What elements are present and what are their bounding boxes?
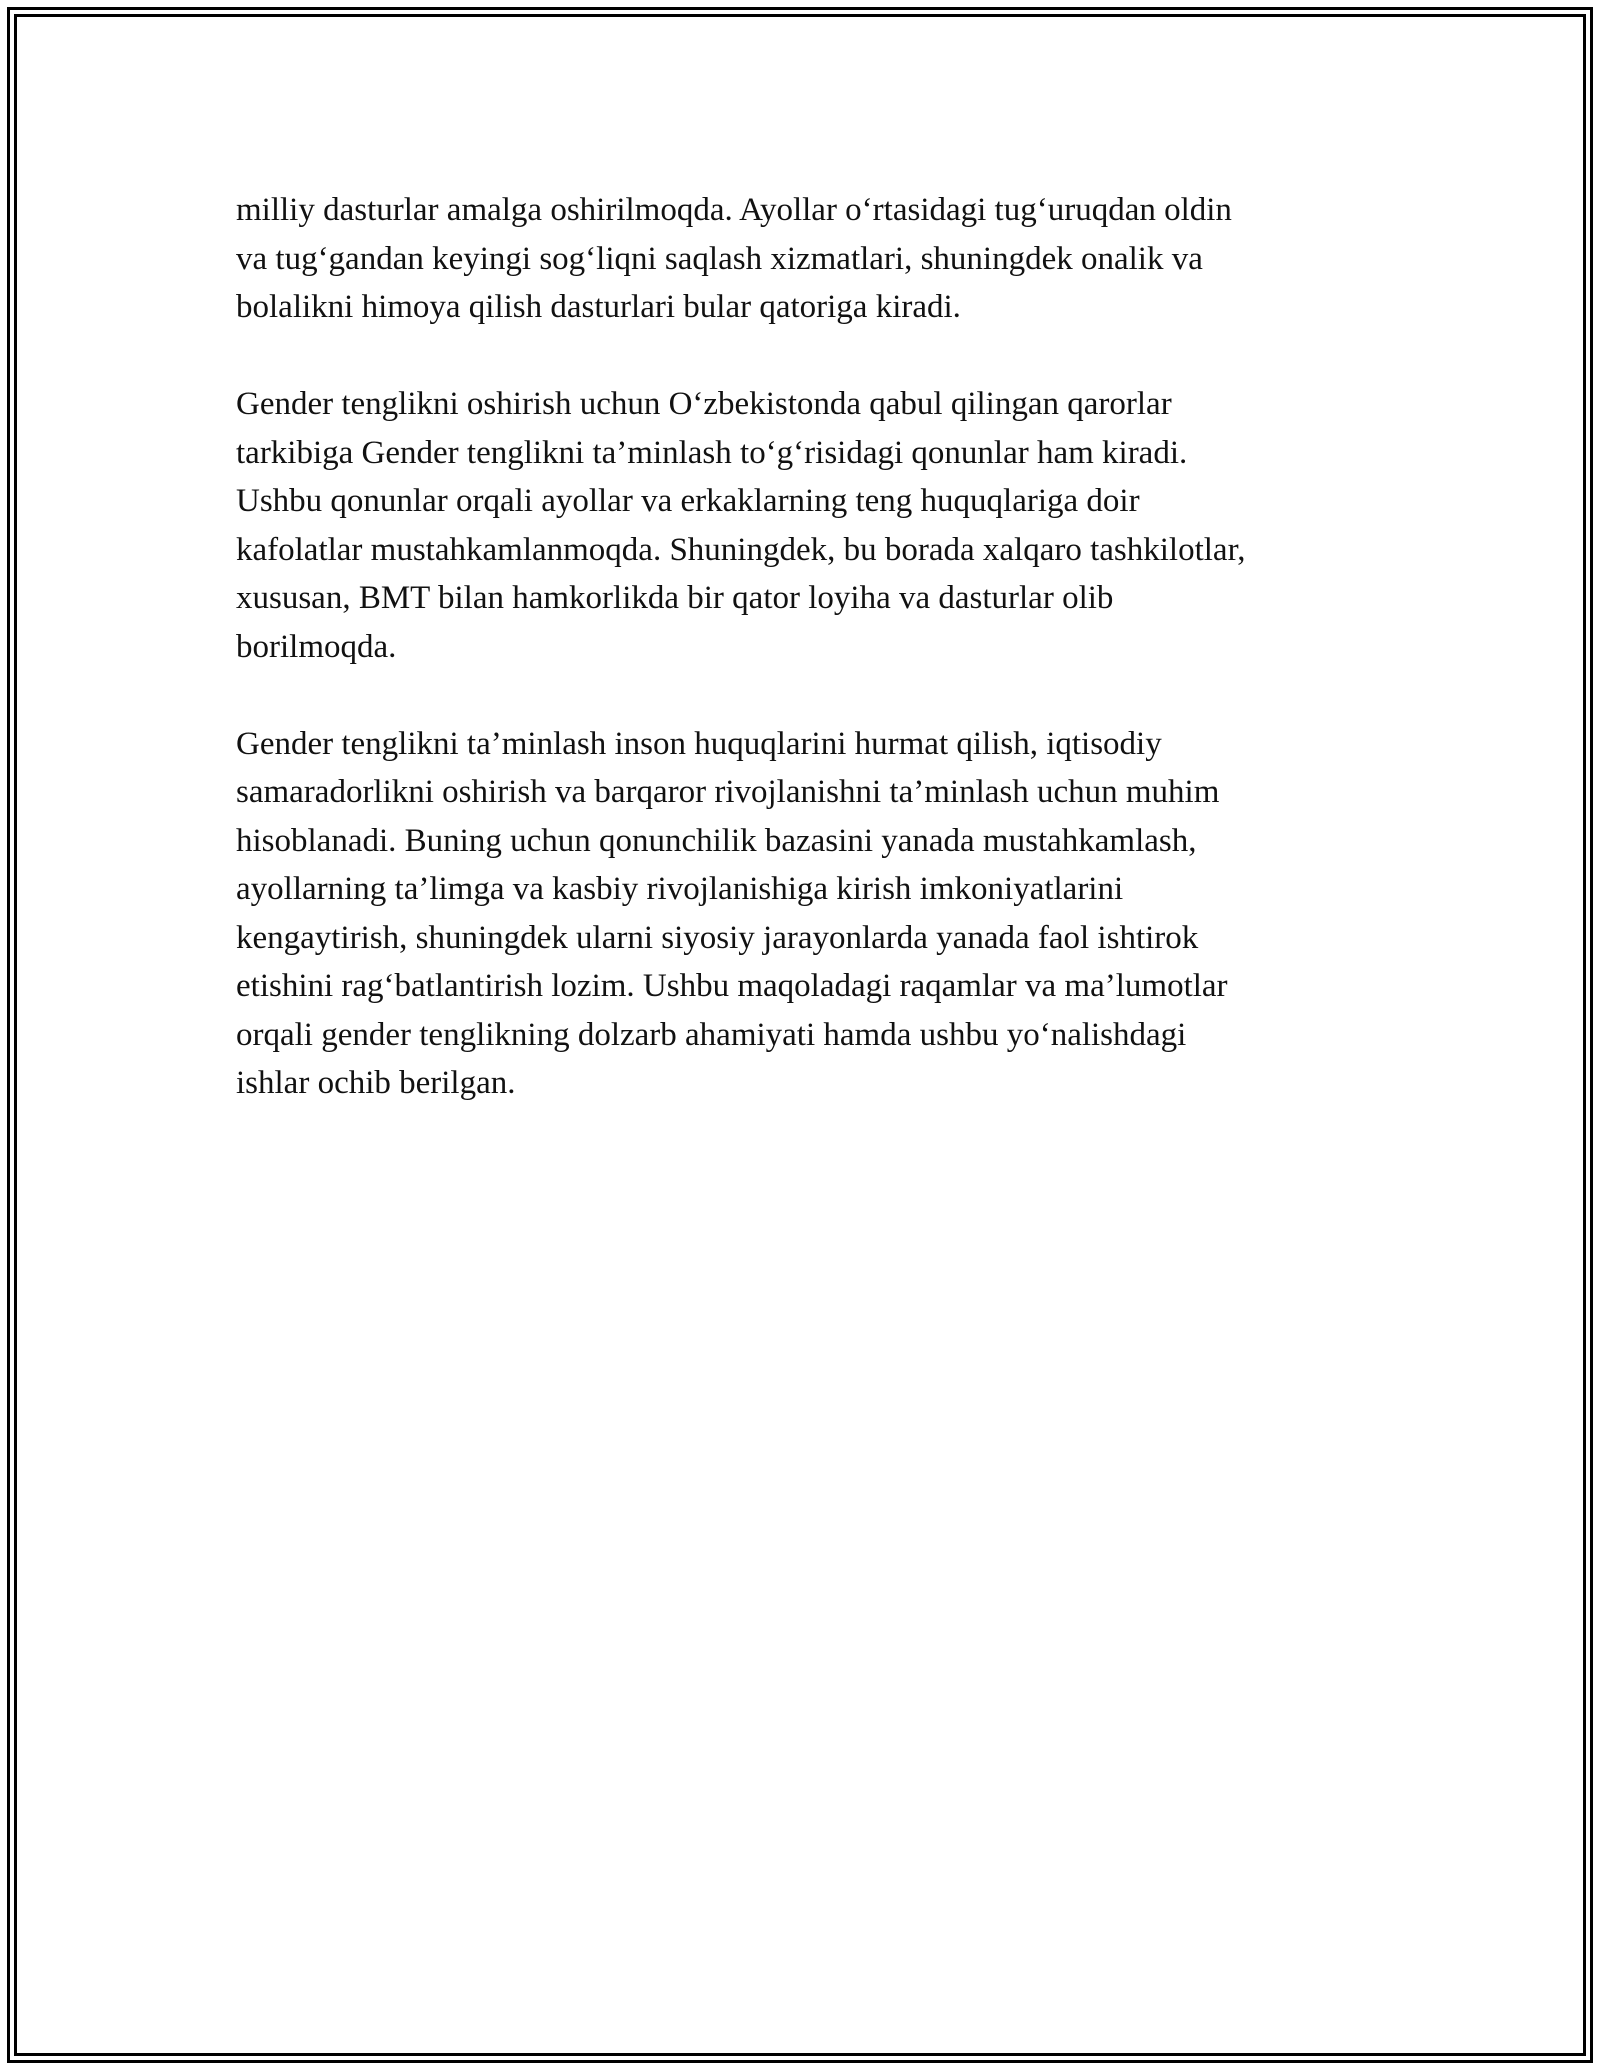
text-line: ayollarning ta’limga va kasbiy rivojlanishiga kirish imkoniyatlarini	[236, 871, 1124, 907]
paragraph-2	[236, 380, 1386, 671]
text-line: va tug‘gandan keyingi sog‘liqni saqlash xizmatlari, shuningdek onalik va	[236, 240, 1203, 277]
text-line: kafolatlar mustahkamlanmoqda. Shuningdek, bu borada xalqaro tashkilotlar,	[236, 531, 1246, 568]
text-line: borilmoqda.	[236, 628, 397, 665]
text-line: samaradorlikni oshirish va barqaror rivojlanishni ta’minlash uchun muhim	[236, 774, 1220, 810]
text-line: Gender tenglikni oshirish uchun O‘zbekistonda qabul qilingan qarorlar	[236, 386, 1172, 422]
paragraph-1	[236, 186, 1386, 332]
text-line: orqali gender tenglikning dolzarb ahamiyati hamda ushbu yo‘nalishdagi	[236, 1016, 1187, 1053]
paragraph-3	[236, 720, 1386, 1108]
text-line: ishlar ochib berilgan.	[236, 1065, 516, 1101]
document-body	[236, 186, 1386, 1108]
text-line: hisoblanadi. Buning uchun qonunchilik bazasini yanada mustahkamlash,	[236, 822, 1197, 859]
text-line: milliy dasturlar amalga oshirilmoqda. Ayollar o‘rtasidagi tug‘uruqdan oldin	[236, 192, 1232, 228]
text-line: bolalikni himoya qilish dasturlari bular qatoriga kiradi.	[236, 289, 961, 325]
text-line: Gender tenglikni ta’minlash inson huquqlarini hurmat qilish, iqtisodiy	[236, 725, 1162, 762]
text-line: tarkibiga Gender tenglikni ta’minlash to‘g‘risidagi qonunlar ham kiradi.	[236, 434, 1188, 471]
text-line: Ushbu qonunlar orqali ayollar va erkaklarning teng huquqlariga doir	[236, 483, 1140, 519]
text-line: xususan, BMT bilan hamkorlikda bir qator loyiha va dasturlar olib	[236, 580, 1114, 616]
text-line: etishini rag‘batlantirish lozim. Ushbu maqoladagi raqamlar va ma’lumotlar	[236, 968, 1228, 1004]
text-line: kengaytirish, shuningdek ularni siyosiy jarayonlarda yanada faol ishtirok	[236, 919, 1199, 956]
